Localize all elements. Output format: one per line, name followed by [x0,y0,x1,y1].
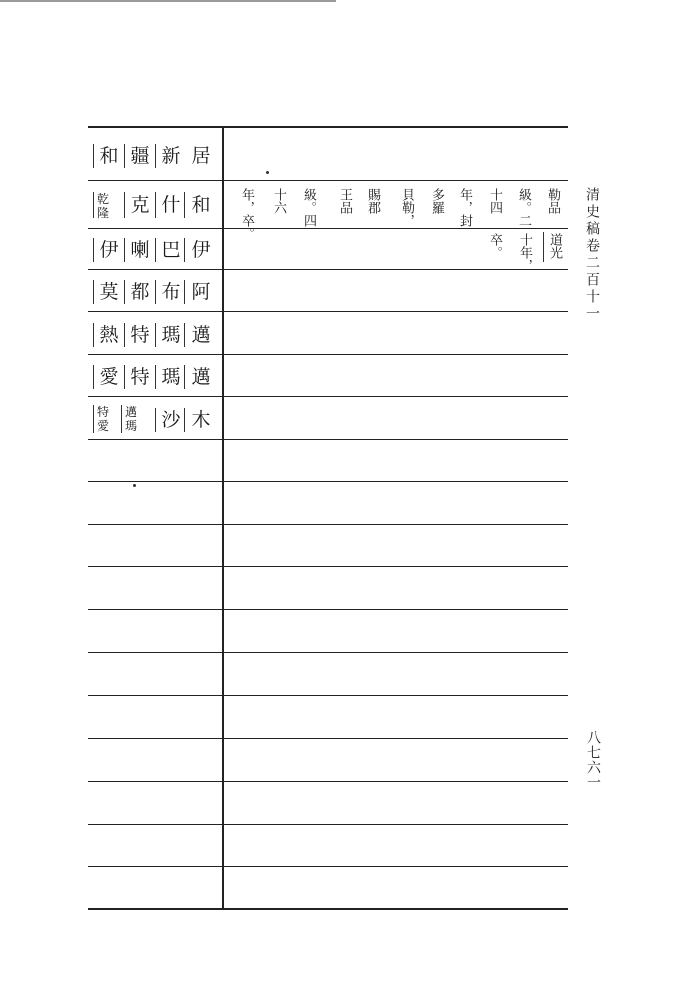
entry-col: 王品 [337,188,352,214]
name-char: 木 [191,409,211,431]
row-rule [88,781,568,782]
name-char: 和 [191,194,211,216]
name-char: 新 [161,145,181,167]
name-char: 巴 [161,239,181,261]
name-char-small: 特愛 [96,405,109,433]
row-rule [88,652,568,653]
row-rule [88,396,568,397]
name-char: 和 [99,145,119,167]
row-rule [88,566,568,567]
name-char: 愛 [99,366,119,388]
row-rule [88,524,568,525]
row-rule [88,311,568,312]
table-bottom-rule [88,908,568,910]
name-char: 特 [130,366,150,388]
row-rule [88,228,568,229]
row-rule [88,609,568,610]
row-rule [88,824,568,825]
entry-col: 勒品 [545,188,560,214]
ink-speck [266,171,269,174]
row-rule [88,695,568,696]
name-char: 邁 [191,324,211,346]
name-char: 什 [161,194,181,216]
row-rule [88,180,568,181]
name-char: 喇 [130,239,150,261]
name-char: 伊 [191,239,211,261]
entry-col: 十四 [487,188,502,214]
row-rule [88,866,568,867]
row-rule [88,439,568,440]
volume-title: 清史稿卷二百十一 [584,187,600,323]
entry-col: 十六 [271,188,286,214]
name-char: 沙 [161,409,181,431]
name-char: 布 [161,281,181,303]
entry-col: 賜郡 [365,188,380,214]
table-top-rule [88,126,568,128]
entry-col: 卒。 [487,233,502,259]
name-char: 莫 [99,281,119,303]
row-rule [88,481,568,482]
top-rule [0,0,336,2]
name-char-small: 邁瑪 [124,405,137,433]
name-char: 疆 [130,145,150,167]
entry-col: 道光 [547,233,562,259]
entry-col: 貝勒， [399,188,414,227]
ink-speck [133,484,136,487]
name-char-small: 乾隆 [96,192,109,220]
entry-col: 十年， [517,233,532,272]
row-rule [88,738,568,739]
name-char: 伊 [99,239,119,261]
name-char: 邁 [191,366,211,388]
row-rule [88,354,568,355]
name-char: 瑪 [161,366,181,388]
name-char: 都 [130,281,150,303]
name-char: 特 [130,324,150,346]
name-char: 熱 [99,324,119,346]
entry-col: 級。二 [516,188,531,227]
page-number: 八七六一 [585,730,601,790]
entry-col: 多羅 [429,188,444,214]
name-char: 克 [130,194,150,216]
entry-col: 級。四 [301,188,316,227]
column-divider [222,128,224,908]
row-rule [88,269,568,270]
name-char: 瑪 [161,324,181,346]
entry-col: 年，卒。 [239,188,254,240]
name-char: 阿 [191,281,211,303]
entry-col: 年，封 [457,188,472,227]
name-char: 居 [191,145,211,167]
